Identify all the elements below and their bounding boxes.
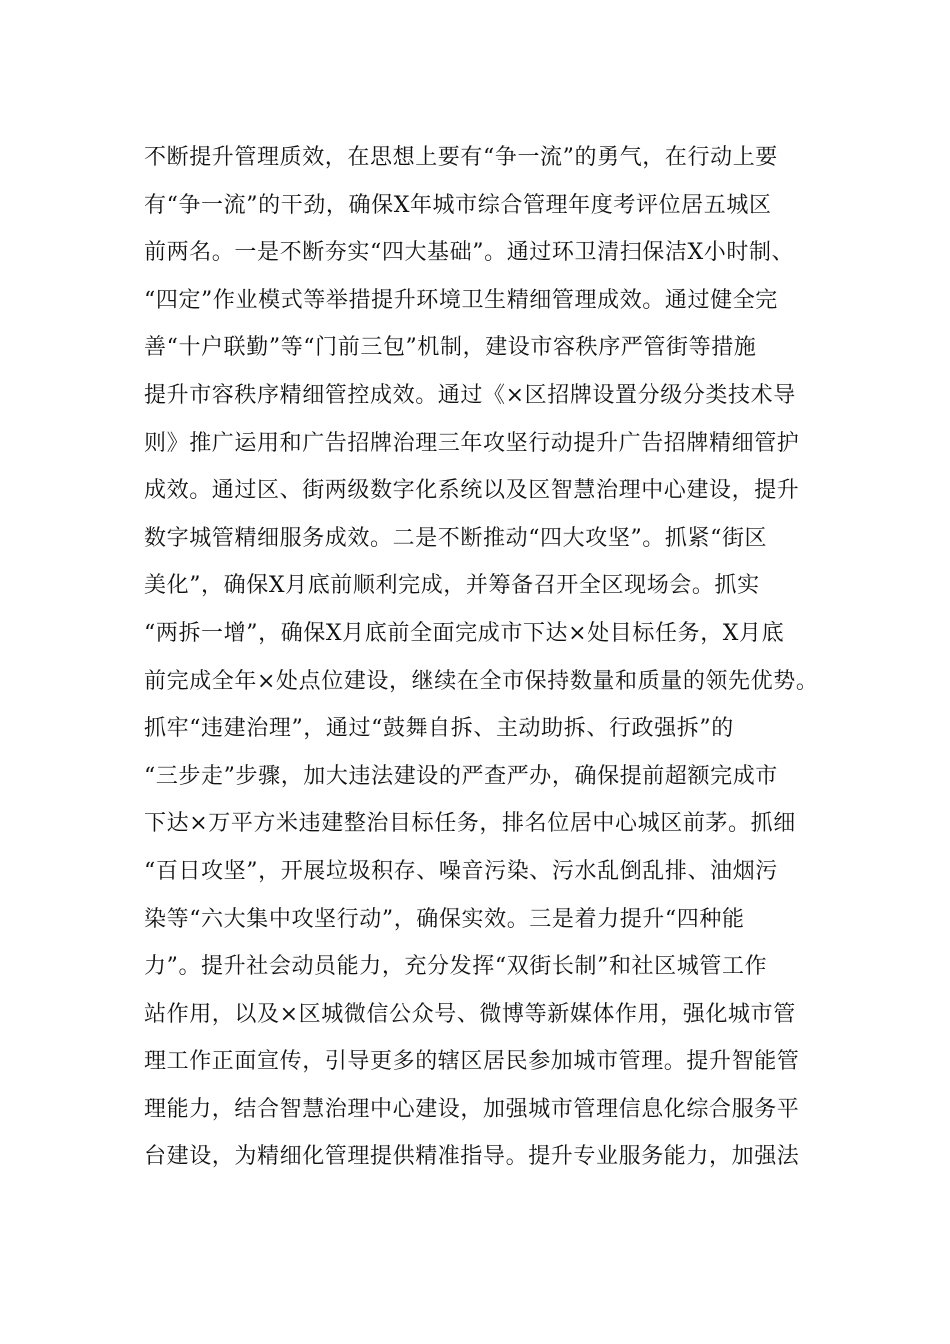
text-line-6: 提升市容秩序精细管控成效。通过《×区招牌设置分级分类技术导 — [144, 382, 796, 408]
text-line-20: 理工作正面宣传，引导更多的辖区居民参加城市管理。提升智能管 — [144, 1049, 800, 1075]
text-line-9: 数字城管精细服务成效。二是不断推动“四大攻坚”。抓紧“街区 — [144, 525, 768, 551]
text-line-13: 抓牢“违建治理”，通过“鼓舞自拆、主动助拆、行政强拆”的 — [144, 716, 734, 742]
text-line-12: 前完成全年×处点位建设，继续在全市保持数量和质量的领先优势。 — [144, 668, 819, 694]
text-line-2: 有“争一流”的干劲，确保X年城市综合管理年度考评位居五城区 — [144, 192, 772, 218]
text-line-22: 台建设，为精细化管理提供精准指导。提升专业服务能力，加强法 — [144, 1144, 800, 1170]
body-paragraph — [144, 134, 834, 1181]
text-line-8: 成效。通过区、街两级数字化系统以及区智慧治理中心建设，提升 — [144, 478, 800, 504]
text-line-7: 则》推广运用和广告招牌治理三年攻坚行动提升广告招牌精细管护 — [144, 430, 800, 456]
text-line-19: 站作用，以及×区城微信公众号、微博等新媒体作用，强化城市管 — [144, 1001, 796, 1027]
text-line-4: “四定”作业模式等举措提升环境卫生精细管理成效。通过健全完 — [144, 287, 778, 313]
text-line-10: 美化”，确保X月底前顺利完成，并筹备召开全区现场会。抓实 — [144, 573, 760, 599]
text-line-18: 力”。提升社会动员能力，充分发挥“双街长制”和社区城管工作 — [144, 954, 768, 980]
text-line-17: 染等“六大集中攻坚行动”，确保实效。三是着力提升“四种能 — [144, 906, 745, 932]
text-line-21: 理能力，结合智慧治理中心建设，加强城市管理信息化综合服务平 — [144, 1096, 800, 1122]
text-line-11: “两拆一增”，确保X月底前全面完成市下达×处目标任务，X月底 — [144, 620, 785, 646]
text-line-14: “三步走”步骤，加大违法建设的严查严办，确保提前超额完成市 — [144, 763, 778, 789]
text-line-15: 下达×万平方米违建整治目标任务，排名位居中心城区前茅。抓细 — [144, 811, 796, 837]
text-line-16: “百日攻坚”，开展垃圾积存、噪音污染、污水乱倒乱排、油烟污 — [144, 858, 778, 884]
text-line-5: 善“十户联勤”等“门前三包”机制，建设市容秩序严管街等措施 — [144, 335, 757, 361]
text-line-1: 不断提升管理质效，在思想上要有“争一流”的勇气，在行动上要 — [144, 145, 778, 170]
text-line-3: 前两名。一是不断夯实“四大基础”。通过环卫清扫保洁X小时制、 — [144, 240, 795, 266]
